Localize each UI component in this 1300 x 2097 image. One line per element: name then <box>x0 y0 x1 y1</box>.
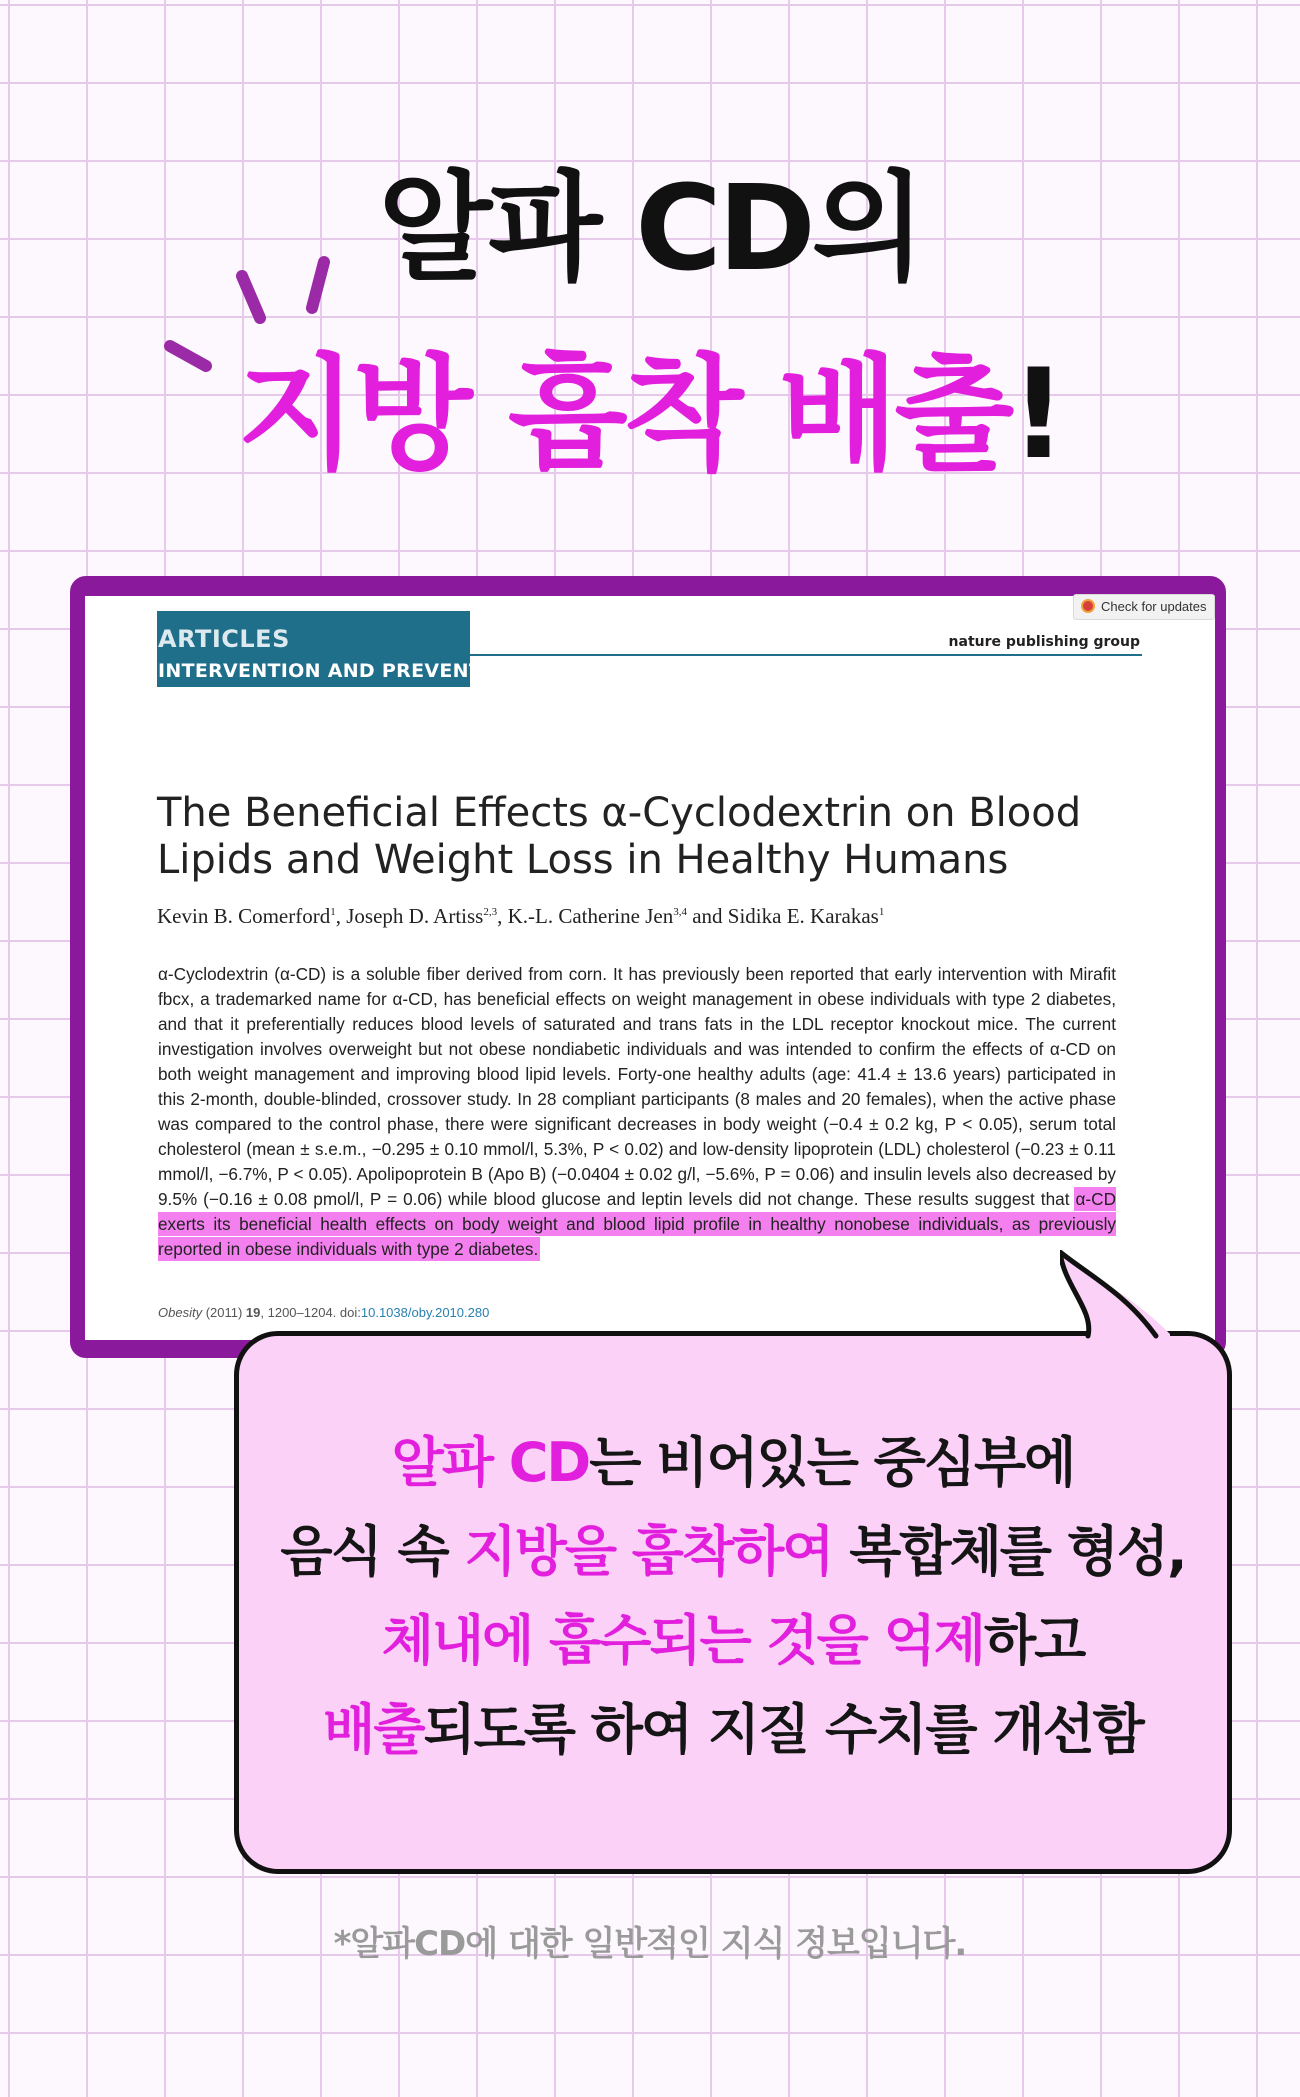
citation-pages: , 1200–1204. doi: <box>260 1305 361 1320</box>
bubble-text-segment: 는 비어있는 중심부에 <box>589 1431 1075 1494</box>
headline-line1: 알파 CD의 <box>378 159 922 297</box>
citation-volume: 19 <box>245 1305 261 1320</box>
section-label: ARTICLES <box>158 625 290 653</box>
bubble-highlight: 알파 CD <box>391 1431 590 1494</box>
bubble-highlight: 체내에 흡수되는 것을 억제 <box>381 1609 984 1672</box>
bubble-line3 <box>234 1596 1232 1685</box>
author-name: Kevin B. Comerford <box>157 904 331 928</box>
headline-line2 <box>0 345 1300 485</box>
abstract <box>158 962 1116 1262</box>
author-name: , Joseph D. Artiss <box>335 904 484 928</box>
publisher-name: nature publishing group <box>948 634 1140 650</box>
abstract-highlight: α-CD exerts its beneficial health effects on body weight and blood lipid profile in healthy nonobese individuals, as previously reported in obese individuals with type 2 diabetes. <box>158 1189 1116 1259</box>
citation-year: (2011) <box>202 1305 246 1320</box>
subsection-label: INTERVENTION AND PREVENTION <box>158 660 523 682</box>
headline-exclamation: ! <box>1010 343 1063 487</box>
headline-line2-main: 지방 흡착 배출 <box>237 343 1011 487</box>
bubble-text-segment: 하고 <box>983 1609 1085 1672</box>
speech-bubble-tail <box>1060 1250 1170 1346</box>
crossmark-icon <box>1081 599 1095 613</box>
affiliation-mark: 2,3 <box>483 906 498 918</box>
author-name: and Sidika E. Karakas <box>686 904 879 928</box>
footnote: *알파CD에 대한 일반적인 지식 정보입니다. <box>333 1924 967 1964</box>
citation-journal: Obesity <box>158 1305 203 1320</box>
check-for-updates-badge[interactable] <box>1073 594 1215 620</box>
bubble-highlight: 배출 <box>323 1698 424 1761</box>
paper-title-line2: Lipids and Weight Loss in Healthy Humans <box>157 837 1009 883</box>
citation-doi-link[interactable]: 10.1038/oby.2010.280 <box>360 1305 490 1320</box>
author-list <box>157 904 1157 929</box>
bubble-text <box>234 1418 1232 1774</box>
bubble-text-segment: 음식 속 <box>280 1520 465 1583</box>
affiliation-mark: 1 <box>878 906 885 918</box>
bubble-highlight: 지방을 흡착하여 <box>464 1520 833 1583</box>
check-for-updates-label: Check for updates <box>1101 599 1207 614</box>
paper-title-line1: The Beneficial Effects α-Cyclodextrin on Blood <box>157 790 1082 836</box>
bubble-line1 <box>234 1418 1232 1507</box>
bubble-text-segment: 되도록 하여 지질 수치를 개선함 <box>423 1698 1143 1761</box>
header-rule <box>470 654 1142 656</box>
paper-title <box>157 790 1157 884</box>
bubble-line4 <box>234 1685 1232 1774</box>
bubble-text-segment: 복합체를 형성, <box>832 1520 1186 1583</box>
abstract-text: α-Cyclodextrin (α-CD) is a soluble fiber derived from corn. It has previously been reported that early intervention with Mirafit fbcx, a trademarked name for α-CD, has beneficial effects on weight management in obese individuals with type 2 diabetes, and that it preferentially reduces blood levels of saturated and trans fats in the LDL receptor knockout mice. The current investigation involves overweight but not obese nondiabetic individuals and was intended to confirm the effects of α-CD on both weight management and improving blood lipid levels. Forty-one healthy adults (age: 41.4 ± 13.6 years) participated in this 2-month, double-blinded, crossover study. In 28 compliant participants (8 males and 20 females), when the active phase was compared to the control phase, there were significant decreases in body weight (−0.4 ± 0.2 kg, P < 0.05), serum total cholesterol (mean ± s.e.m., −0.295 ± 0.10 mmol/l, 5.3%, P < 0.02) and low-density lipoprotein (LDL) cholesterol (−0.23 ± 0.11 mmol/l, −6.7%, P < 0.05). Apolipoprotein B (Apo B) (−0.0404 ± 0.02 g/l, −5.6%, P = 0.06) and insulin levels also decreased by 9.5% (−0.16 ± 0.08 pmol/l, P = 0.06) while blood glucose and leptin levels did not change. These results suggest that <box>158 964 1116 1209</box>
bubble-line2 <box>234 1507 1232 1596</box>
affiliation-mark: 1 <box>330 906 336 918</box>
affiliation-mark: 3,4 <box>673 906 687 918</box>
citation <box>158 1305 489 1320</box>
author-name: , K.-L. Catherine Jen <box>497 904 674 928</box>
